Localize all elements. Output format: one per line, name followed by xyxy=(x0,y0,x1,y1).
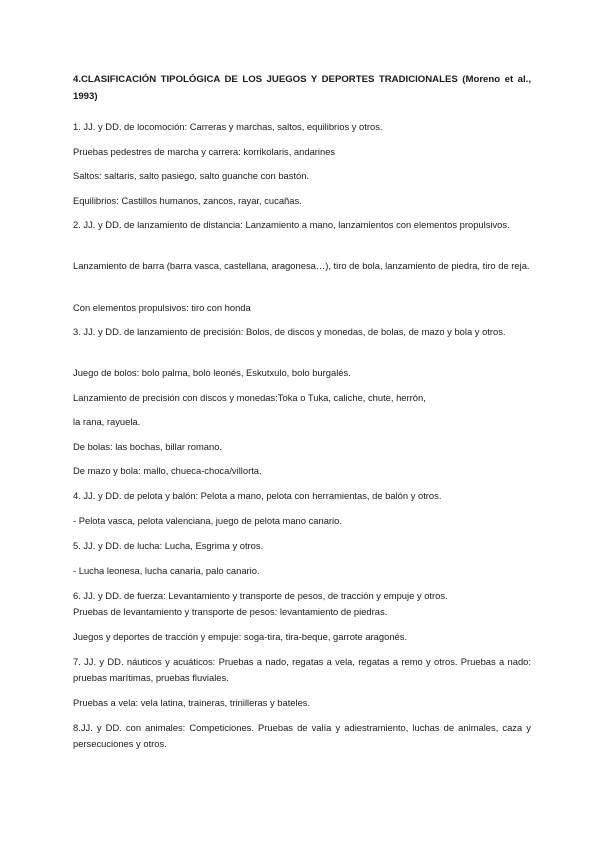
paragraph-category-6: 6. JJ. y DD. de fuerza: Levantamiento y transporte de pesos, de tracción y empuje y otros. xyxy=(73,590,448,601)
paragraph: Pruebas a vela: vela latina, traineras, trinilleras y bateles. xyxy=(73,697,311,708)
paragraph: Lanzamiento de precisión con discos y monedas:Toka o Tuka, caliche, chute, herrón, xyxy=(73,392,426,403)
paragraph-category-7: 7. JJ. y DD. náuticos y acuáticos: Pruebas a nado, regatas a vela, regatas a remo y otros. Pruebas a nado: pruebas marítimas, pruebas fluviales. xyxy=(73,656,531,683)
paragraph: la rana, rayuela. xyxy=(73,416,141,427)
paragraph-category-4: 4. JJ. y DD. de pelota y balón: Pelota a mano, pelota con herramientas, de balón y otros. xyxy=(73,490,442,501)
paragraph: De bolas: las bochas, billar romano. xyxy=(73,441,223,452)
section-title: 4.CLASIFICACIÓN TIPOLÓGICA DE LOS JUEGOS Y DEPORTES TRADICIONALES (Moreno et al., 1993) xyxy=(73,74,531,102)
paragraph: Pruebas pedestres de marcha y carrera: korrikolaris, andarines xyxy=(73,146,336,157)
paragraph: Lanzamiento de barra (barra vasca, castellana, aragonesa…), tiro de bola, lanzamiento de piedra, tiro de reja. xyxy=(73,260,530,271)
paragraph-category-2: 2. JJ. y DD. de lanzamiento de distancia: Lanzamiento a mano, lanzamientos con elementos propulsivos. xyxy=(73,219,510,230)
paragraph-category-5: 5. JJ. y DD. de lucha: Lucha, Esgrima y otros. xyxy=(73,540,264,551)
paragraph: - Pelota vasca, pelota valenciana, juego de pelota mano canario. xyxy=(73,515,342,526)
paragraph: - Lucha leonesa, lucha canaria, palo canario. xyxy=(73,565,260,576)
paragraph: Saltos: saltaris, salto pasiego, salto guanche con bastón. xyxy=(73,170,310,181)
paragraph-category-8: 8.JJ. y DD. con animales: Competiciones. Pruebas de valía y adiestramiento, luchas de animales, caza y persecuciones y otros. xyxy=(73,722,531,749)
paragraph: De mazo y bola: mallo, chueca-choca/villorta. xyxy=(73,465,262,476)
paragraph: Con elementos propulsivos: tiro con honda xyxy=(73,302,251,313)
paragraph: Juego de bolos: bolo palma, bolo leonés, Eskutxulo, bolo burgalés. xyxy=(73,367,351,378)
paragraph-category-3: 3. JJ. y DD. de lanzamiento de precisión: Bolos, de discos y monedas, de bolas, de mazo y bola y otros. xyxy=(73,326,506,337)
paragraph: Pruebas de levantamiento y transporte de pesos: levantamiento de piedras. xyxy=(73,606,388,617)
paragraph-category-1: 1. JJ. y DD. de locomoción: Carreras y marchas, saltos, equilibrios y otros. xyxy=(73,121,383,132)
paragraph: Equilibrios: Castillos humanos, zancos, rayar, cucañas. xyxy=(73,195,302,206)
paragraph: Juegos y deportes de tracción y empuje: soga-tira, tira-beque, garrote aragonés. xyxy=(73,631,408,642)
